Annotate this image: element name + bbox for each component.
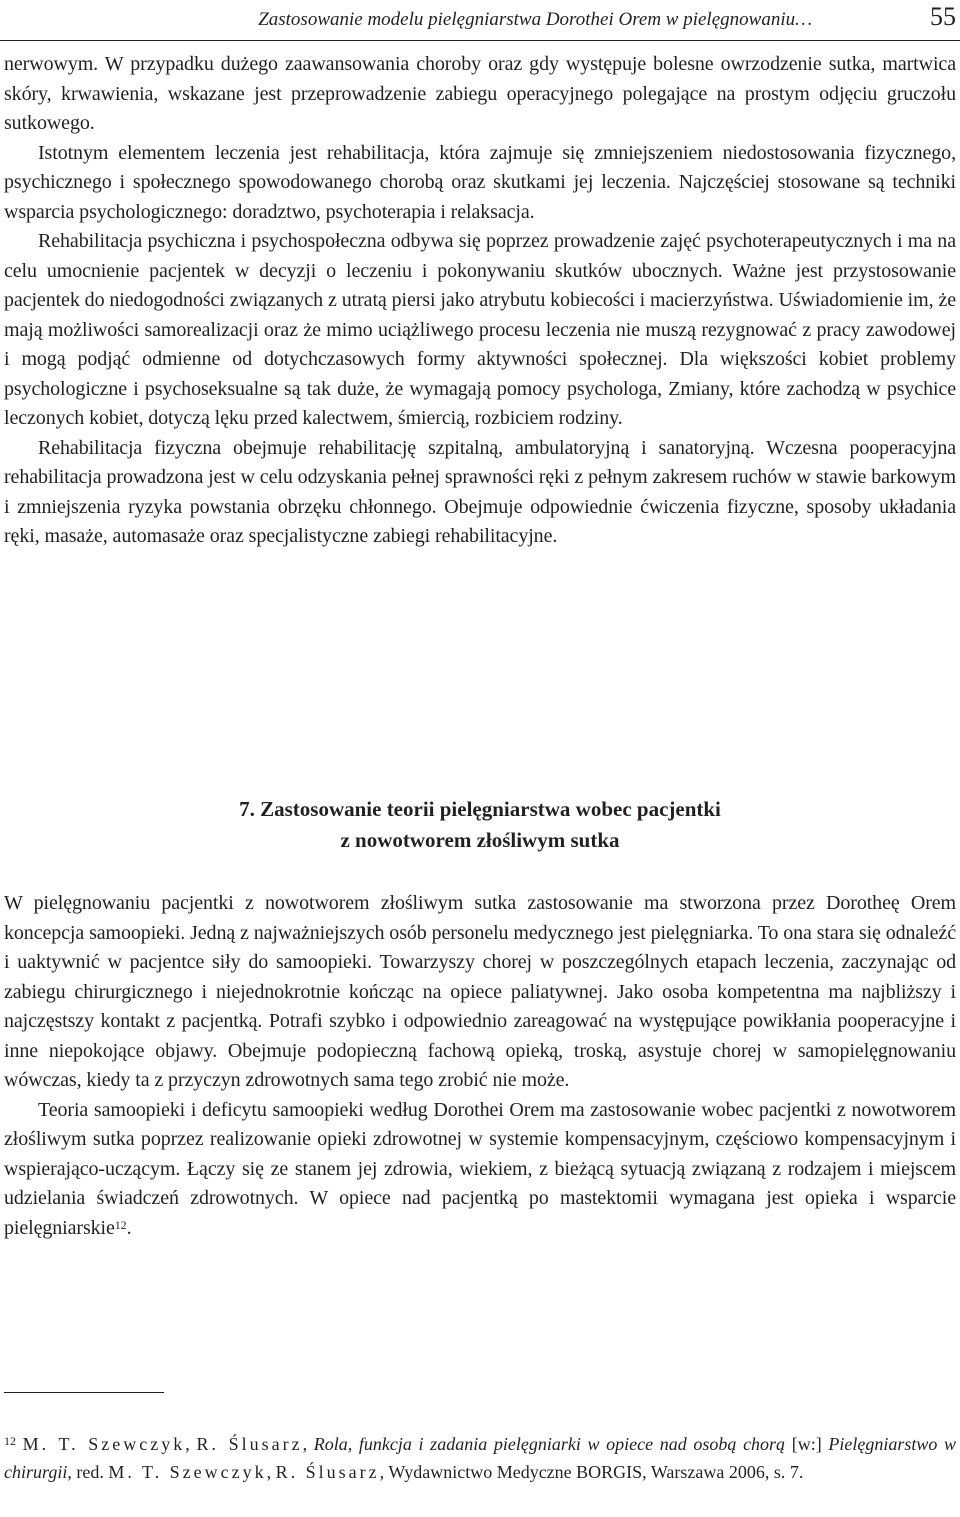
footnote-author-2: R. Ślusarz [196,1434,303,1454]
footnote-number: 12 [4,1434,16,1448]
footnote-author-1: M. T. Szewczyk [22,1434,186,1454]
separator: , [185,1434,197,1454]
separator: , [266,1461,276,1482]
footnote-editor-1: M. T. Szewczyk [108,1461,267,1482]
section-heading-line-2: z nowotworem złośliwym sutka [340,828,620,852]
paragraph-text: Teoria samoopieki i deficytu samoopieki według Dorothei Orem ma zastosowanie wobec pacjentki z nowotworem złośliwym sutka poprzez realizowanie opieki zdrowotnej w systemie kompensacyjnym, częściowo kompensacyjnym i wspierająco-uczącym. Łączy się ze stanem jej zdrowia, wiekiem, z bieżącą sytuacją związaną z rodzajem i miejscem udzielania świadczeń zdrowotnych. W opiece nad pacjentką po mastektomii wymagana jest opieka i wsparcie pielęgniarskie [4,1098,956,1239]
footnote-book: Pielęgniarstwo w chirurgii [4,1434,957,1482]
footnote-in-label: [w:] [785,1434,829,1454]
footnote-reference: 12 [114,1217,127,1232]
header-title: Zastosowanie modelu pielęgniarstwa Dorothei Orem w pielęgnowaniu… [258,9,812,30]
paragraph: nerwowym. W przypadku dużego zaawansowania choroby oraz gdy występuje bolesne owrzodzenie sutka, martwica skóry, krwawienia, wskazane jest przeprowadzenie zabiegu operacyjnego polegające na prostym odjęciu gruczołu sutkowego. [4,53,956,134]
footnote [4,1431,956,1486]
footnote-red: , red. [67,1461,109,1482]
section-heading [0,794,960,856]
paragraph: W pielęgnowaniu pacjentki z nowotworem złośliwym sutka zastosowanie ma stworzona przez Dorotheę Orem koncepcja samoopieki. Jedną z najważniejszych osób personelu medycznego jest pielęgniarka. To ona stara się odnaleźć i uaktywnić w pacjentce siły do samoopieki. Towarzyszy chorej w poszczególnych etapach leczenia, zaczynając od zabiegu chirurgicznego i niejednokrotnie kończąc na opiece paliatywnej. Jako osoba kompetentna ma najbliższy i najczęstszy kontakt z pacjentką. Potrafi szybko i odpowiednio zareagować na występujące powikłania pooperacyjne i inne niepokojące objawy. Obejmuje podopieczną fachową opieką, troską, asystuje chorej w samopielęgnowaniu wówczas, kiedy ta z przyczyn zdrowotnych sama tego zrobić nie może. [4,892,956,1091]
separator: , [302,1434,314,1454]
paragraph [4,1096,956,1244]
running-header [0,0,960,41]
paragraph-end: . [126,1216,132,1239]
section-2-body [4,889,956,1243]
paragraph: Rehabilitacja fizyczna obejmuje rehabilitację szpitalną, ambulatoryjną i sanatoryjną. Wczesna pooperacyjna rehabilitacja prowadzona jest w celu odzyskania pełnej sprawności ręki z pełnym zakresem ruchów w stawie barkowym i zmniejszenia ryzyka powstania obrzęku chłonnego. Obejmuje odpowiednie ćwiczenia fizyczne, sposoby układania ręki, masaże, automasaże oraz specjalistyczne zabiegi rehabilitacyjne. [4,436,956,547]
footnote-title: Rola, funkcja i zadania pielęgniarki w opiece nad osobą chorą [313,1434,786,1454]
section-1-body [4,50,956,552]
paragraph: Istotnym elementem leczenia jest rehabilitacja, która zajmuje się zmniejszeniem niedostosowania fizycznego, psychicznego i społecznego spowodowanego chorobą oraz skutkami jej leczenia. Najczęściej stosowane są techniki wsparcia psychologicznego: doradztwo, psychoterapia i relaksacja. [4,141,956,223]
footnote-editor-2: R. Ślusarz [275,1461,380,1482]
footnote-publisher: , Wydawnictwo Medyczne BORGIS, Warszawa 2006, s. 7. [379,1461,804,1482]
section-heading-line-1: 7. Zastosowanie teorii pielęgniarstwa wobec pacjentki [239,797,721,821]
paragraph: Rehabilitacja psychiczna i psychospołeczna odbywa się poprzez prowadzenie zajęć psychoterapeutycznych i ma na celu umocnienie pacjentek w decyzji o leczeniu i pokonywaniu skutków ubocznych. Ważne jest przystosowanie pacjentek do niedogodności związanych z utratą piersi jako atrybutu kobiecości i macierzyństwa. Uświadomienie im, że mają możliwości samorealizacji oraz że mimo uciążliwego procesu leczenia nie muszą rezygnować z pracy zawodowej i mogą podjąć odmienne od dotychczasowych formy aktywności społecznej. Dla większości kobiet problemy psychologiczne i psychoseksualne są tak duże, że wymagają pomocy psychologa, Zmiany, które zachodzą w psychice leczonych kobiet, dotyczą lęku przed kalectwem, śmiercią, rozbiciem rodziny. [4,230,956,429]
footnote-divider [4,1392,164,1393]
page-number: 55 [930,2,956,31]
